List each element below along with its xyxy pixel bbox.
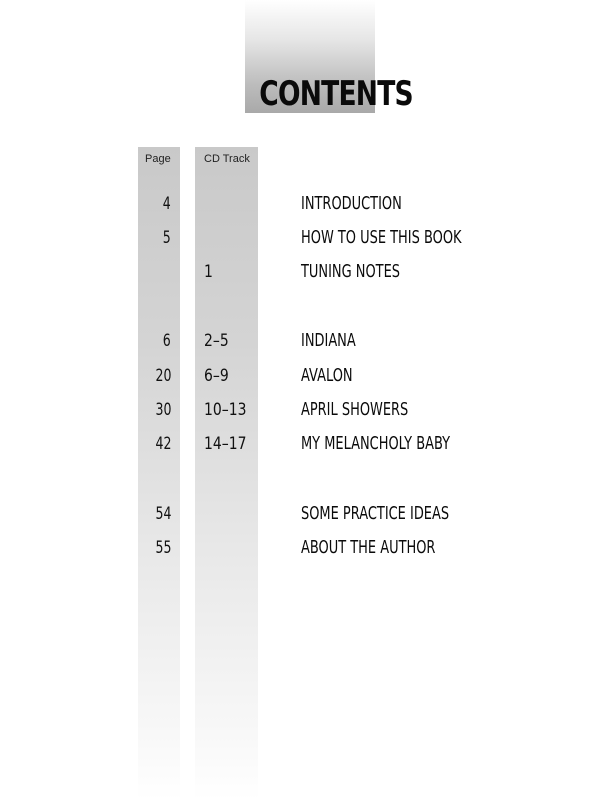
cd-track: 14–17 [204, 434, 247, 454]
entry-title: SOME PRACTICE IDEAS [301, 503, 450, 524]
entry-title: INTRODUCTION [301, 193, 402, 214]
page-number: 6 [163, 331, 171, 351]
entry-title: TUNING NOTES [301, 261, 401, 282]
entry-title: ABOUT THE AUTHOR [301, 537, 436, 558]
entry-title: MY MELANCHOLY BABY [301, 433, 451, 454]
page-column-header: Page [145, 153, 171, 165]
contents-row-practice-ideas [0, 502, 603, 528]
page-number: 5 [163, 228, 171, 248]
contents-row-about-author [0, 536, 603, 562]
page-number: 55 [155, 538, 171, 558]
page-number: 4 [163, 194, 171, 214]
contents-row-indiana [0, 329, 603, 355]
cd-track: 6–9 [204, 366, 229, 386]
contents-row-avalon [0, 364, 603, 390]
entry-title: APRIL SHOWERS [301, 399, 409, 420]
entry-title: HOW TO USE THIS BOOK [301, 227, 462, 248]
contents-row-tuning-notes [0, 260, 603, 286]
page-number: 42 [155, 434, 171, 454]
page-number: 20 [155, 366, 171, 386]
page-number: 54 [155, 504, 171, 524]
cd-track: 10–13 [204, 400, 247, 420]
entry-title: AVALON [301, 365, 353, 386]
contents-row-how-to-use [0, 226, 603, 252]
page-number: 30 [155, 400, 171, 420]
contents-row-my-melancholy-baby [0, 432, 603, 458]
cd-track-column-header: CD Track [204, 153, 250, 165]
contents-row-introduction [0, 192, 603, 218]
cd-track: 1 [204, 262, 213, 282]
contents-row-april-showers [0, 398, 603, 424]
entry-title: INDIANA [301, 330, 356, 351]
cd-track: 2–5 [204, 331, 229, 351]
page-title: CONTENTS [259, 74, 413, 114]
